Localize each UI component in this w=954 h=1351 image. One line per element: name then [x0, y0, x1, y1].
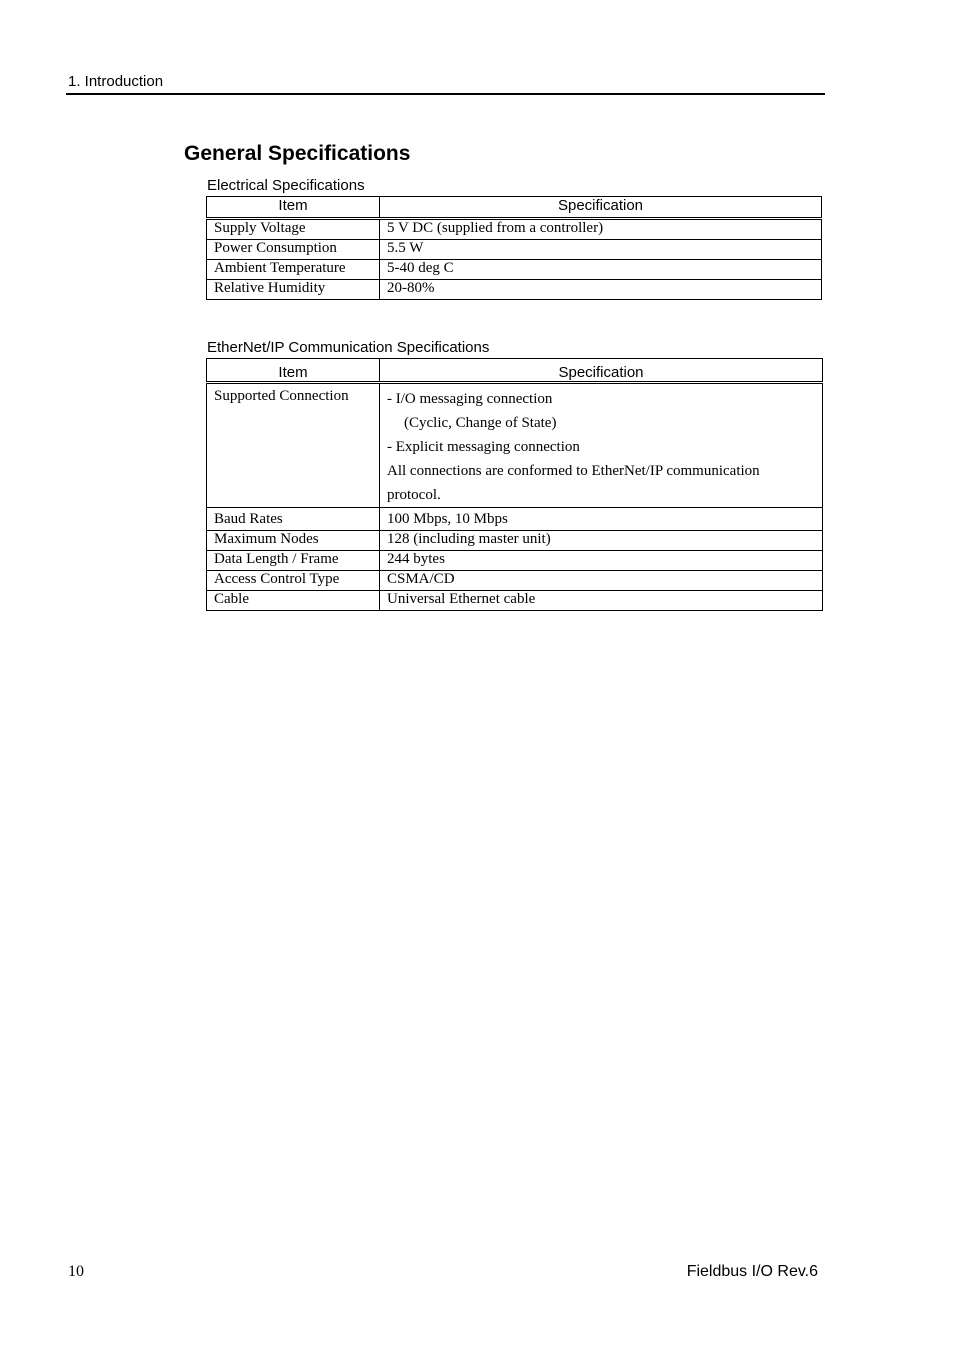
row-item: Relative Humidity: [207, 280, 380, 300]
table-row: [207, 219, 822, 240]
table-row: [207, 280, 822, 300]
table-row: [207, 531, 823, 551]
row-spec: 5.5 W: [380, 240, 822, 260]
table-row: [207, 260, 822, 280]
page-title: General Specifications: [184, 142, 411, 165]
row-spec: 5-40 deg C: [380, 260, 822, 280]
table-row: [207, 383, 823, 508]
electrical-caption: Electrical Specifications: [207, 177, 365, 194]
row-item: Cable: [207, 591, 380, 611]
ethernet-caption: EtherNet/IP Communication Specifications: [207, 339, 490, 356]
table-header-row: [207, 197, 822, 219]
row-spec: CSMA/CD: [380, 571, 823, 591]
electrical-table: [206, 196, 822, 300]
column-header-item: Item: [207, 359, 380, 383]
row-item: Supported Connection: [207, 383, 380, 508]
row-item: Ambient Temperature: [207, 260, 380, 280]
table-header-row: [207, 359, 823, 383]
row-item: Maximum Nodes: [207, 531, 380, 551]
spec-line: (Cyclic, Change of State): [404, 415, 557, 431]
row-spec: 128 (including master unit): [380, 531, 823, 551]
spec-line: - Explicit messaging connection: [387, 439, 580, 455]
column-header-spec: Specification: [380, 197, 822, 219]
section-title: 1. Introduction: [68, 73, 164, 90]
table-row: [207, 508, 823, 531]
row-item: Access Control Type: [207, 571, 380, 591]
spec-line: All connections are conformed to EtherNet/IP communication: [387, 463, 760, 479]
row-spec-multiline: [380, 383, 823, 508]
row-spec: 100 Mbps, 10 Mbps: [380, 508, 823, 531]
table-row: [207, 240, 822, 260]
table-row: [207, 591, 823, 611]
ethernet-table: [206, 358, 823, 611]
column-header-item: Item: [207, 197, 380, 219]
running-header: [66, 72, 825, 95]
document-title: Fieldbus I/O Rev.6: [686, 1263, 818, 1280]
column-header-spec: Specification: [380, 359, 823, 383]
row-item: Data Length / Frame: [207, 551, 380, 571]
row-spec: Universal Ethernet cable: [380, 591, 823, 611]
table-row: [207, 571, 823, 591]
row-item: Baud Rates: [207, 508, 380, 531]
row-item: Power Consumption: [207, 240, 380, 260]
page-number: 10: [68, 1263, 84, 1280]
row-spec: 5 V DC (supplied from a controller): [380, 219, 822, 240]
row-item: Supply Voltage: [207, 219, 380, 240]
row-spec: 20-80%: [380, 280, 822, 300]
spec-line: - I/O messaging connection: [387, 391, 553, 407]
table-row: [207, 551, 823, 571]
row-spec: 244 bytes: [380, 551, 823, 571]
spec-line: protocol.: [387, 487, 441, 503]
